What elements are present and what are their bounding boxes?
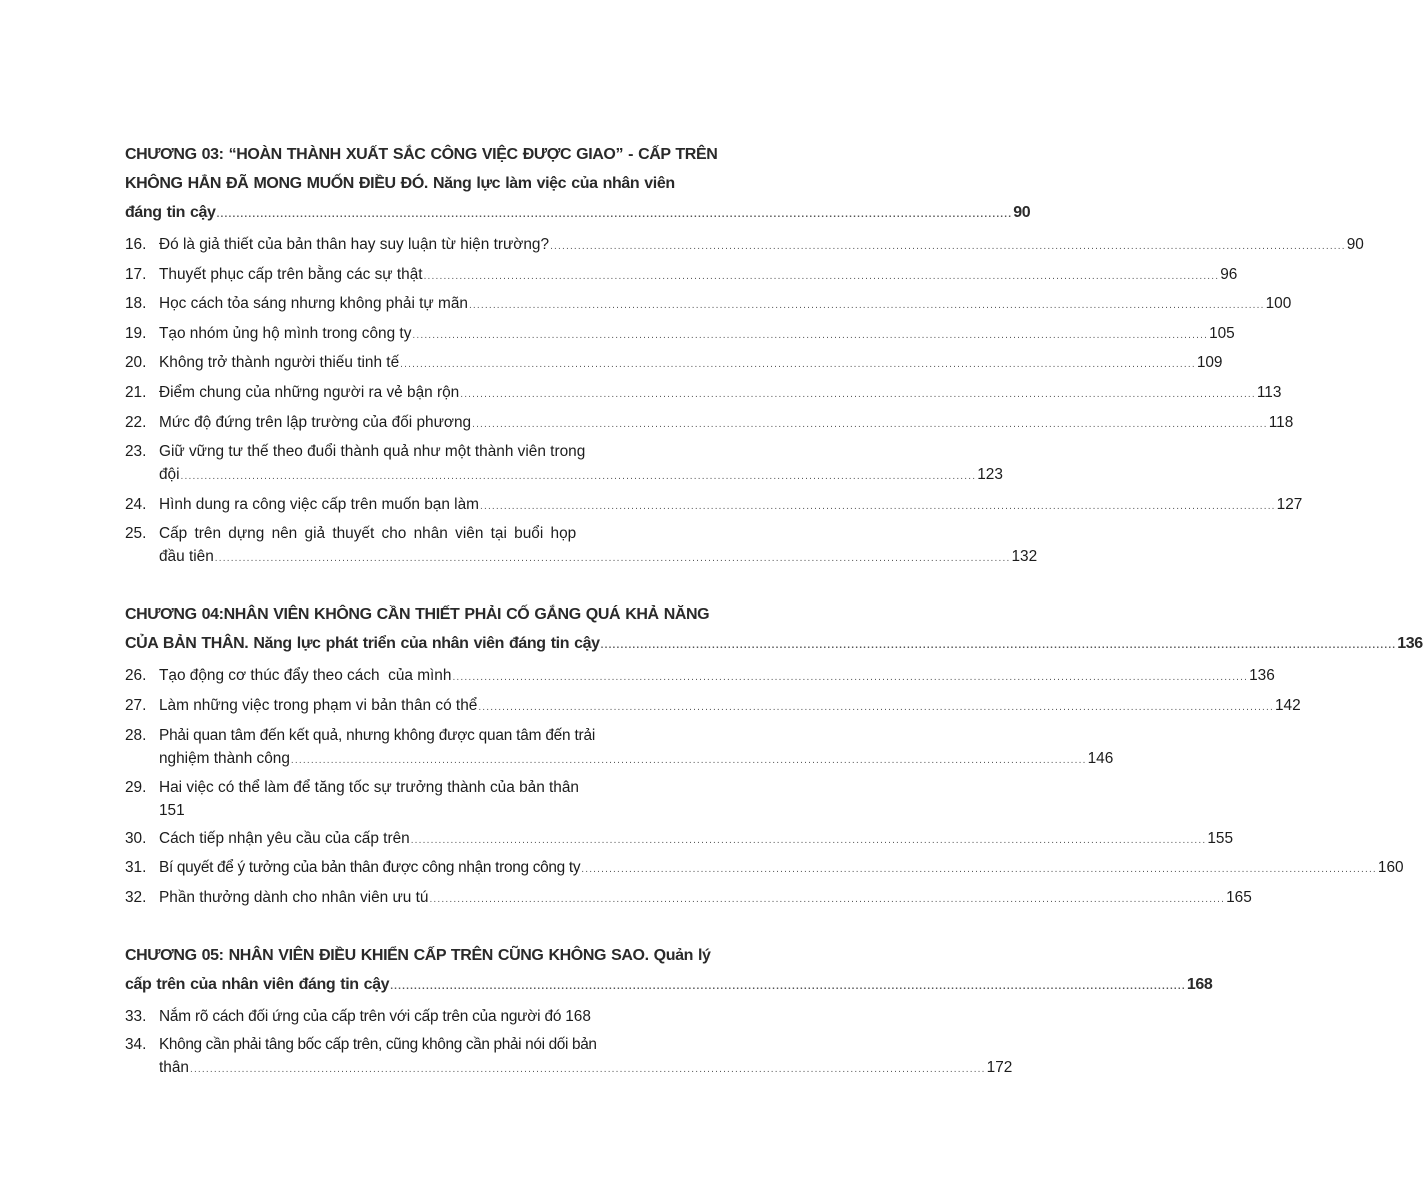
dot-leader: ........................................................................................................................................................................................................ [468,300,1265,312]
heading-line: đáng tin cậy [125,204,216,221]
dot-leader: ........................................................................................................................................................................................................ [460,388,1256,400]
entry-title: Thuyết phục cấp trên bằng các sự thật [159,265,423,283]
toc-entry[interactable] [125,233,1364,258]
chapter-heading [125,140,1031,229]
entry-number: 28. [125,726,147,744]
toc-entry[interactable] [125,856,1404,881]
entry-title-line: Phải quan tâm đến kết quả, nhưng không được quan tâm đến trải [159,726,596,744]
heading-line: cấp trên của nhân viên đáng tin cậy [125,975,390,993]
chapter-03 [125,140,1364,570]
page-number: 90 [1346,236,1364,253]
toc-entry[interactable] [125,411,1294,436]
dot-leader: ........................................................................................................................................................................................................ [189,1063,986,1075]
entry-title: Làm những việc trong phạm vi bản thân có thể [159,696,478,714]
dot-leader: ........................................................................................................................................................................................................ [472,418,1268,430]
dot-leader: ........................................................................................................................................................................................................ [410,834,1207,846]
entry-number: 34. [125,1035,147,1053]
toc-entry[interactable] [125,664,1275,689]
entry-title: Không trở thành người thiếu tinh tế [159,354,400,372]
chapter-05 [125,941,1213,1081]
entry-title: Điểm chung của những người ra vẻ bận rộn [159,383,460,401]
entry-number: 17. [125,265,147,283]
entry-number: 25. [125,525,147,543]
page-number: 160 [1377,859,1404,877]
dot-leader: ........................................................................................................................................................................................................ [290,754,1087,766]
dot-leader: ........................................................................................................................................................................................................ [214,553,1011,565]
page-number: 136 [1249,667,1275,685]
page-number: 113 [1256,383,1282,401]
dot-leader: ........................................................................................................................................................................................................ [478,701,1274,713]
entry-number: 19. [125,324,147,342]
toc-entry[interactable] [125,724,1114,772]
dot-leader: ........................................................................................................................................................................................................ [180,471,977,483]
heading-line: KHÔNG HẲN ĐÃ MONG MUỐN ĐIỀU ĐÓ. Năng lực làm việc của nhân viên [125,175,675,192]
toc-entry[interactable] [125,292,1292,317]
page-number: 127 [1276,495,1303,513]
entry-number: 30. [125,829,147,847]
page-number: 105 [1209,324,1235,342]
page-number: 168 [565,1007,591,1025]
entry-title: Học cách tỏa sáng nhưng không phải tự mãn [159,295,468,313]
entry-number: 22. [125,413,147,431]
page-number: 172 [986,1058,1013,1076]
entry-title: Nắm rõ cách đối ứng của cấp trên với cấp trên của người đó [159,1007,562,1025]
page-number: 146 [1087,749,1114,767]
toc-entry[interactable] [125,694,1301,719]
page-number: 118 [1268,413,1294,431]
dot-leader: ........................................................................................................................................................................................................ [600,640,1397,652]
entry-title: thân [159,1058,189,1076]
entry-number: 33. [125,1007,147,1025]
dot-leader: ........................................................................................................................................................................................................ [581,864,1377,876]
entry-number: 29. [125,779,147,797]
dot-leader: ........................................................................................................................................................................................................ [452,672,1249,684]
toc-entry[interactable] [125,827,1234,852]
toc-entry[interactable] [125,1033,1013,1081]
entry-title: nghiệm thành công [159,749,290,767]
toc-entry[interactable] [125,351,1223,376]
toc-entry[interactable] [125,381,1282,406]
heading-line: CHƯƠNG 04:NHÂN VIÊN KHÔNG CẦN THIẾT PHẢI CỐ GẮNG QUÁ KHẢ NĂNG [125,606,710,624]
toc-entry[interactable] [125,322,1235,347]
dot-leader: ........................................................................................................................................................................................................ [400,359,1196,371]
entry-number: 18. [125,295,147,313]
entry-number: 31. [125,859,147,877]
dot-leader: ........................................................................................................................................................................................................ [216,209,1013,220]
page-number: 100 [1265,295,1292,313]
toc-entry[interactable] [125,886,1252,911]
toc-entry[interactable] [125,493,1303,518]
page-number: 109 [1196,354,1223,372]
entry-title: đầu tiên [159,548,214,566]
entry-number: 24. [125,495,147,513]
dot-leader: ........................................................................................................................................................................................................ [423,270,1220,282]
entry-number: 27. [125,696,147,714]
toc-entry[interactable] [125,522,1038,570]
dot-leader: ........................................................................................................................................................................................................ [390,980,1186,992]
heading-line: CHƯƠNG 05: NHÂN VIÊN ĐIỀU KHIỂN CẤP TRÊN CŨNG KHÔNG SAO. Quản lý [125,946,711,964]
entry-number: 23. [125,443,147,461]
table-of-contents [125,140,1423,1103]
chapter-heading [125,600,1423,660]
entry-number: 16. [125,236,147,253]
entry-title-line: 151 [159,802,185,820]
heading-line: CỦA BẢN THÂN. Năng lực phát triển của nhân viên đáng tin cậy [125,635,600,653]
toc-entry[interactable] [125,263,1238,288]
page-number: 165 [1226,888,1252,906]
chapter-heading [125,941,1213,1001]
entry-title: Cách tiếp nhận yêu cầu của cấp trên [159,829,410,847]
page-number: 155 [1207,829,1234,847]
entry-number: 20. [125,354,147,372]
dot-leader: ........................................................................................................................................................................................................ [550,241,1346,252]
page-number: 136 [1397,635,1423,653]
page-number: 132 [1011,548,1038,566]
entry-title-line: Không cần phải tâng bốc cấp trên, cũng không cần phải nói dối bản [159,1035,597,1053]
page-number: 123 [977,466,1003,484]
page-number: 90 [1013,204,1031,221]
entry-title-line: Hai việc có thể làm để tăng tốc sự trưởng thành của bản thân [159,779,579,797]
page-number: 142 [1274,696,1301,714]
entry-title-line: Cấp trên dựng nên giả thuyết cho nhân viên tại buổi họp [159,525,577,543]
toc-entry[interactable] [125,1005,648,1028]
toc-entry[interactable] [125,440,1003,488]
entry-number: 26. [125,667,147,685]
dot-leader: ........................................................................................................................................................................................................ [412,329,1209,341]
entry-title-line: Giữ vững tư thế theo đuổi thành quả như một thành viên trong [159,443,586,461]
page-number: 96 [1220,265,1238,283]
entry-title: Tạo nhóm ủng hộ mình trong công ty [159,324,412,342]
page-number: 168 [1186,975,1213,993]
entry-number: 21. [125,383,147,401]
entry-title: Mức độ đứng trên lập trường của đối phương [159,413,472,431]
chapter-04 [125,600,1423,911]
entry-title: Tạo động cơ thúc đẩy theo cách của mình [159,667,452,685]
entry-title: Đó là giả thiết của bản thân hay suy luận từ hiện trường? [159,236,550,253]
dot-leader: ........................................................................................................................................................................................................ [479,500,1276,512]
dot-leader: ........................................................................................................................................................................................................ [429,893,1226,905]
entry-number: 32. [125,888,147,906]
entry-title: Hình dung ra công việc cấp trên muốn bạn làm [159,495,479,513]
entry-title: Bí quyết để ý tưởng của bản thân được công nhận trong công ty [159,859,581,877]
entry-title: đội [159,466,180,484]
toc-entry[interactable] [125,776,648,822]
entry-title: Phần thưởng dành cho nhân viên ưu tú [159,888,429,906]
heading-line: CHƯƠNG 03: “HOÀN THÀNH XUẤT SẮC CÔNG VIỆC ĐƯỢC GIAO” - CẤP TRÊN [125,146,718,163]
